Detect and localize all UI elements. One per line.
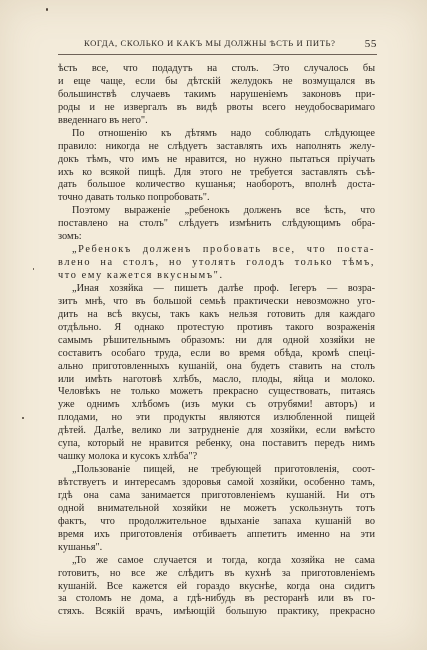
ink-speck <box>33 268 34 270</box>
text-line: влено на столъ, но утолять голодъ только тѣмъ, <box>58 257 375 269</box>
text-line: за столомъ не дома, а гдѣ-нибудь въ ресторанѣ или въ го- <box>58 593 375 605</box>
text-line: и еще чаще, если бы дѣтскій желудокъ не возмущался въ <box>58 75 375 87</box>
text-line: По отношенію къ дѣтямъ надо соблюдать слѣдующее <box>72 127 375 139</box>
text-line: что ему кажется вкуснымъ". <box>58 270 224 281</box>
text-line: зитъ мнѣ, что въ большой семьѣ практически невозможно уго- <box>58 295 375 307</box>
text-line: время ихъ приготовленія отбиваетъ аппетитъ именно на эти <box>58 528 375 540</box>
text-line: дать большое количество кушанья; наоборотъ, вполнѣ доста- <box>58 179 375 191</box>
text-line: дѣтей. Далѣе, велико ли затрудненіе для хозяйки, если вмѣсто <box>58 425 375 437</box>
text-line: дить на всѣ вкусы, такъ какъ нельзя готовить для каждаго <box>58 308 375 320</box>
text-line: Поэтому выраженіе „ребенокъ долженъ все ѣсть, что <box>72 205 375 217</box>
text-line: докъ тѣмъ, что имъ не нравится, но нужно пытаться пріучать <box>58 153 375 165</box>
text-line: плодами, но эти продукты являются излюбленной пищей <box>58 412 375 424</box>
text-line: „Ребенокъ долженъ пробовать все, что поста- <box>72 244 375 256</box>
ink-speck <box>46 8 48 11</box>
text-line: стяхъ. Всякій врачъ, имѣющій большую практику, прекрасно <box>58 606 375 618</box>
text-line: ѣсть все, что подадутъ на столъ. Это случалось бы <box>58 63 375 74</box>
text-line: „То же самое случается и тогда, когда хозяйка не сама <box>72 554 375 566</box>
text-line: уже однимъ хлѣбомъ (изъ муки съ отрубями! авторъ) и <box>58 399 375 411</box>
text-line: „Иная хозяйка — пишетъ далѣе проф. Iегеръ — возра- <box>72 282 375 294</box>
text-line: точно давать только попробовать". <box>58 192 210 204</box>
text-line: кушанья". <box>58 541 103 553</box>
text-line: готовитъ, но все же слѣдитъ въ кухнѣ за приготовленіемъ <box>58 567 375 579</box>
text-line: гдѣ она сама занимается приготовленіемъ кушаній. Ни отъ <box>58 489 375 501</box>
page-number: 55 <box>364 38 377 50</box>
text-line: „Пользованіе пищей, не требующей приготовленія, соот- <box>72 464 375 476</box>
text-line: вѣтствуетъ и интересамъ здоровья самой хозяйки, особенно тамъ, <box>58 477 375 488</box>
text-line: или имѣть наготовѣ хлѣбъ, масло, плоды, яйца и молоко. <box>58 373 375 385</box>
text-line: составитъ особаго труда, если во время обѣда, кромѣ спеці- <box>58 347 375 359</box>
text-line: фактъ, что продолжительное вдыханіе запаха кушаній во <box>58 515 375 527</box>
text-line: супа, который не нравится ребенку, она поставитъ передъ нимъ <box>58 438 375 450</box>
page-header <box>58 38 377 52</box>
text-line: кушаній. Все кажется ей гораздо вкуснѣе, когда она сидитъ <box>58 580 375 592</box>
text-line: зомъ: <box>58 231 82 243</box>
text-line: введеннаго въ него". <box>58 114 148 126</box>
text-line: ально приготовленныхъ кушаній, она будетъ ставить на столъ <box>58 360 375 372</box>
text-line: большинствѣ случаевъ такимъ нарушеніемъ законовъ при- <box>58 88 375 100</box>
text-line: отдѣльно. Я однако протестую противъ такого возраженія <box>58 321 375 333</box>
header-rule <box>58 54 377 55</box>
body-text <box>58 63 375 619</box>
text-line: самымъ рѣшительнымъ образомъ: ни для одной хозяйки не <box>58 334 375 346</box>
text-line: чашку молока и кусокъ хлѣба"? <box>58 451 198 463</box>
text-line: ихъ ко всякой пищѣ. Для этого не требуется заставлять съѣ- <box>58 166 375 178</box>
running-head: КОГДА, СКОЛЬКО И КАКЪ МЫ ДОЛЖНЫ ѢСТЬ И ПИТЬ? <box>84 38 336 48</box>
text-line: роды и не извергалъ въ видѣ рвоты всего неудобосваримаго <box>58 101 375 113</box>
text-line: одной внимательной хозяйки не можетъ ускользнуть тотъ <box>58 502 375 514</box>
text-line: поставлено на столъ" слѣдуетъ измѣнить слѣдующимъ обра- <box>58 218 375 230</box>
text-line: Человѣкъ не только можетъ прекрасно существовать, питаясь <box>58 386 375 398</box>
ink-speck <box>22 417 24 419</box>
text-line: правило: никогда не слѣдуетъ заставлять ихъ наполнять желу- <box>58 140 375 152</box>
